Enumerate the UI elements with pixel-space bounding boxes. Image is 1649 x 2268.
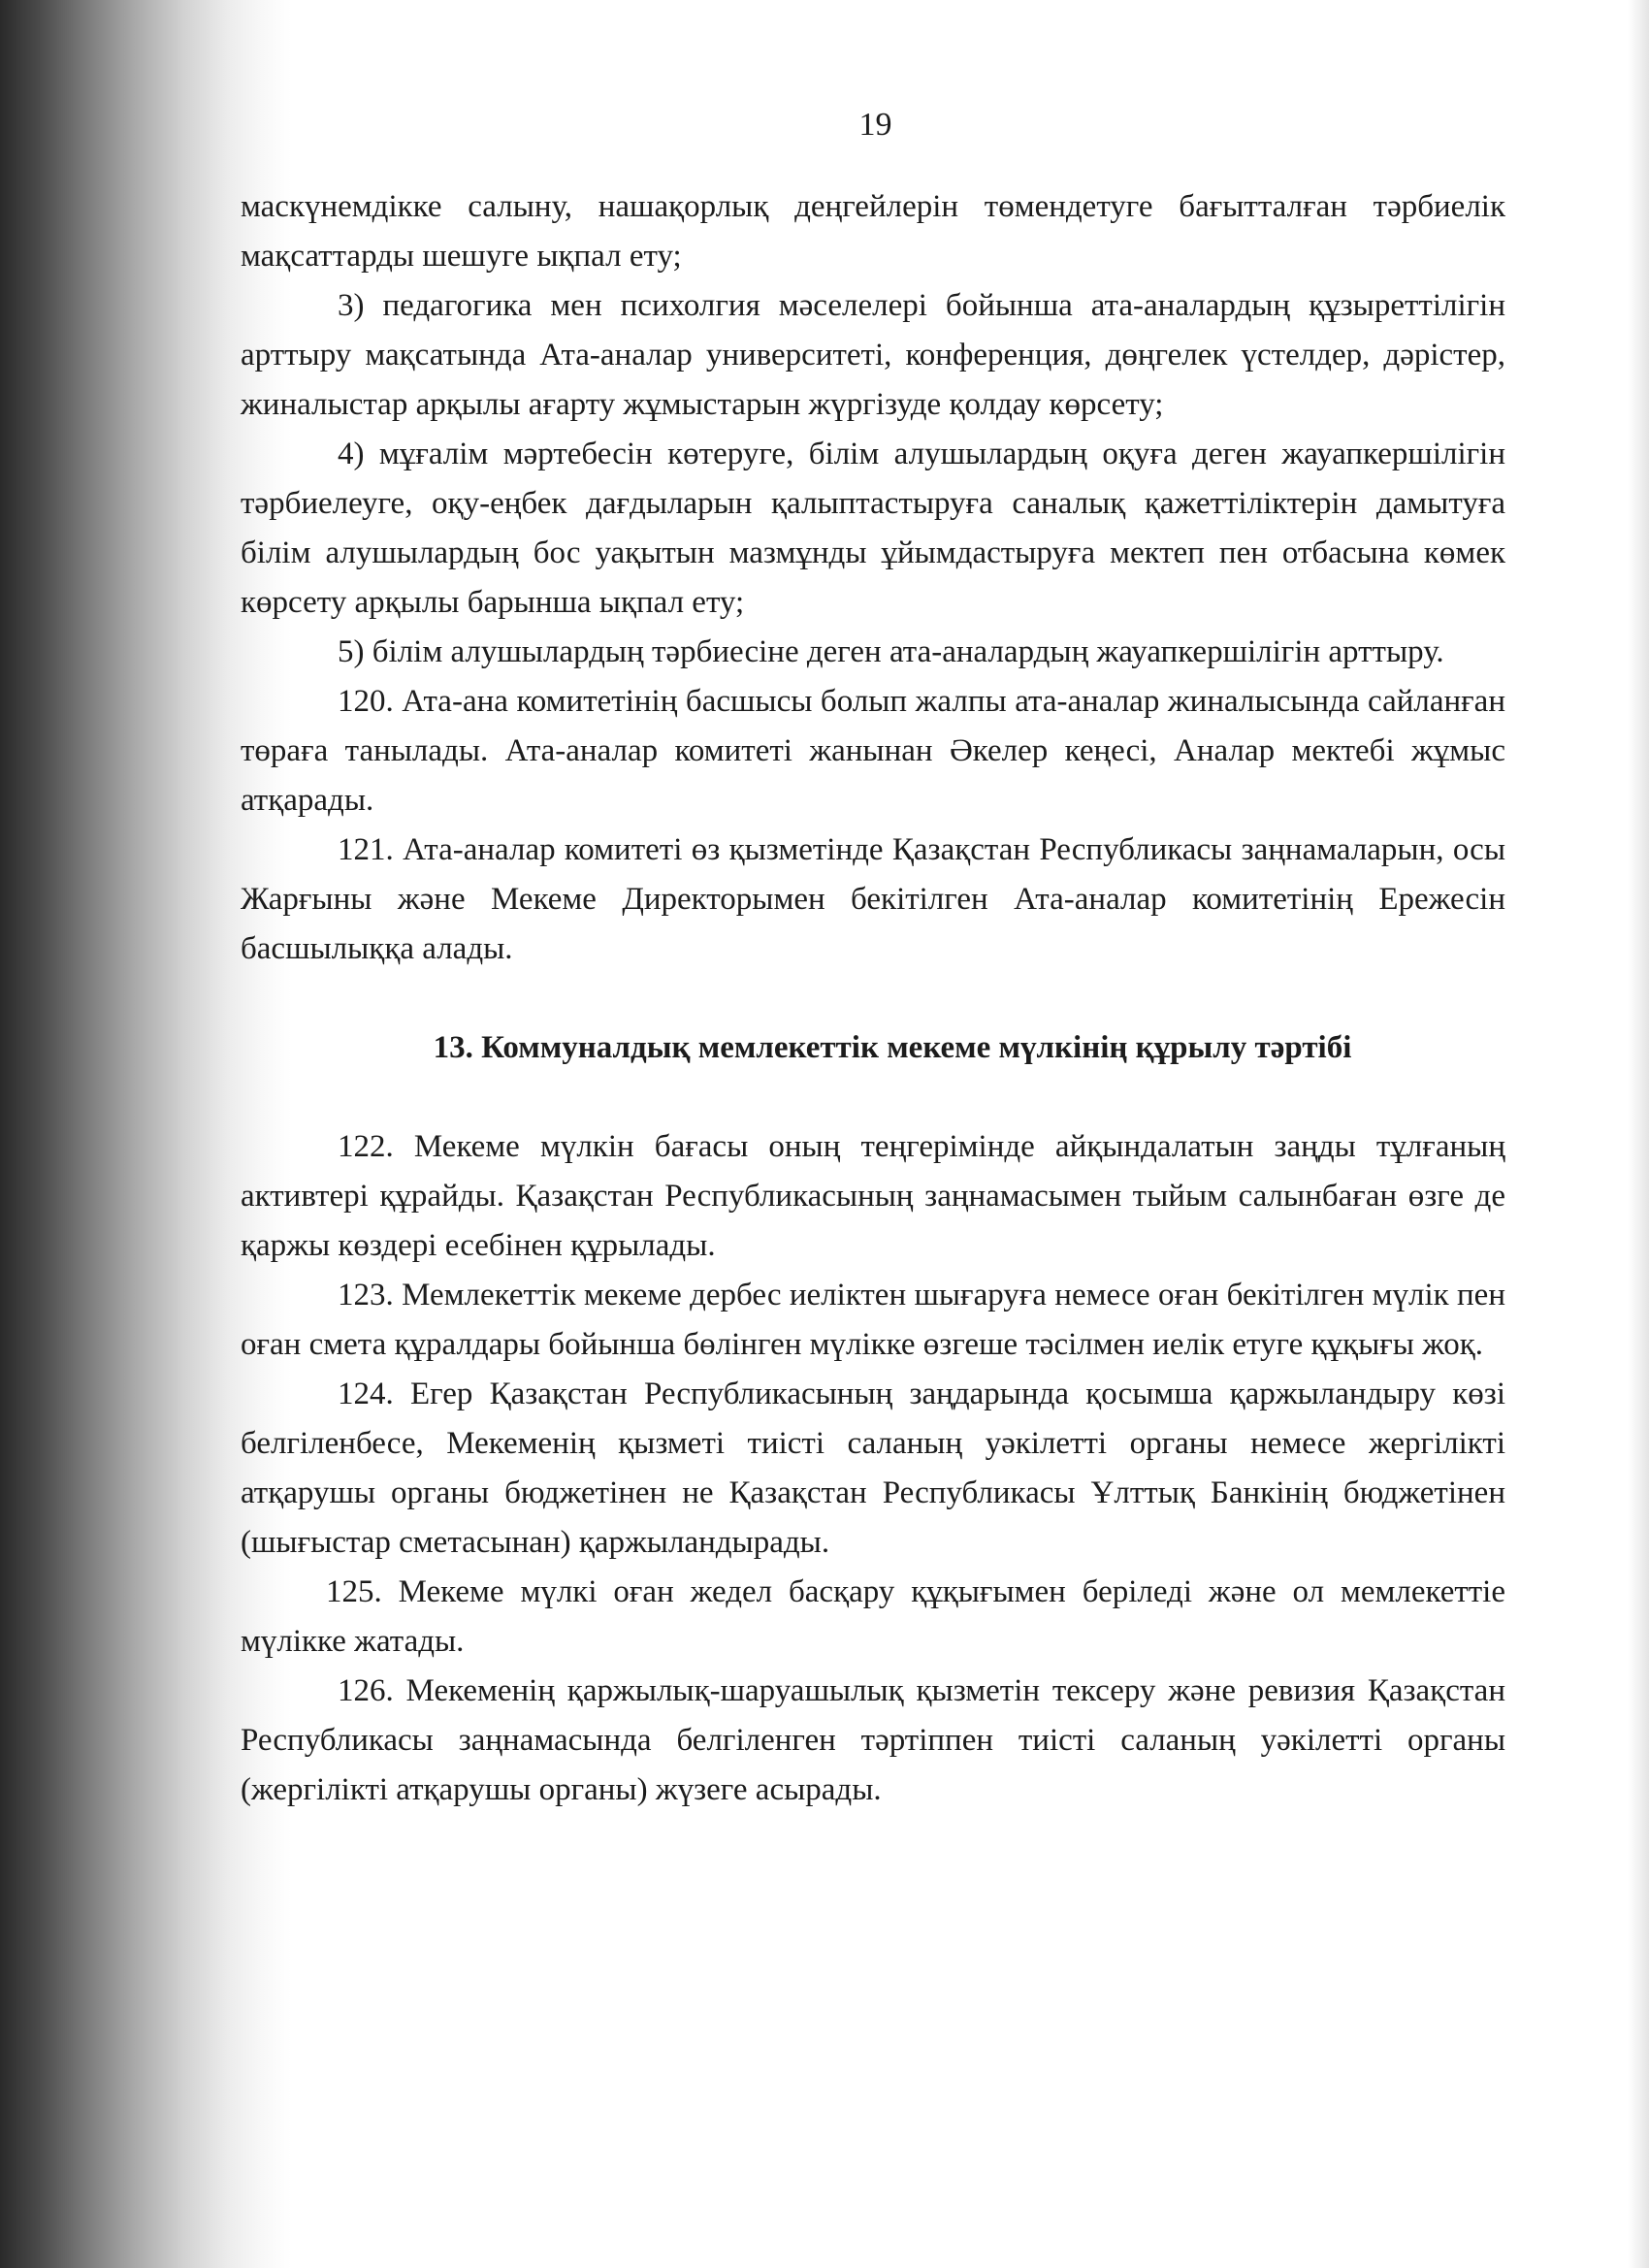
- paragraph-item-3: 3) педагогика мен психолгия мәселелері бойынша ата-аналардың құзыреттілігін арттыру мақсатында Ата-аналар университеті, конференция, дөңгелек үстелдер, дәрістер, жиналыстар арқылы ағарту жұмыстарын жүргізуде қолдау көрсету;: [241, 288, 1505, 422]
- paragraph-item-4: 4) мұғалім мәртебесін көтеруге, білім алушылардың оқуға деген жауапкершілігін тәрбиелеуге, оқу-еңбек дағдыларын қалыптастыруға саналық қажеттіліктерін дамытуға білім алушылардың бос уақытын мазмұнды ұйымдастыруға мектеп пен отбасына көмек көрсету арқылы барынша ықпал ету;: [241, 437, 1505, 620]
- section-heading: 13. Коммуналдық мемлекеттік мекеме мүлкінің құрылу тәртібі: [433, 1030, 1352, 1065]
- paragraph-125: 125. Мекеме мүлкі оған жедел басқару құқығымен беріледі және ол мемлекеттіе мүлікке жатады.: [241, 1574, 1505, 1659]
- page-number: 19: [858, 107, 892, 143]
- paragraph-item-5: 5) білім алушылардың тәрбиесіне деген ата-аналардың жауапкершілігін арттыру.: [338, 634, 1444, 669]
- paragraph-121: 121. Ата-аналар комитеті өз қызметінде Қазақстан Республикасы заңнамаларын, осы Жарғыны және Мекеме Директорымен бекітілген Ата-аналар комитетінің Ережесін басшылыққа алады.: [241, 832, 1505, 966]
- paragraph-123: 123. Мемлекеттік мекеме дербес иеліктен шығаруға немесе оған бекітілген мүлік пен оған смета құралдары бойынша бөлінген мүлікке өзгеше тәсілмен иелік етуге құқығы жоқ.: [241, 1278, 1505, 1362]
- paragraph-124: 124. Егер Қазақстан Республикасының заңдарында қосымша қаржыландыру көзі белгіленбесе, Мекеменің қызметі тиісті саланың уәкілетті органы немесе жергілікті атқарушы органы бюджетінен не Қазақстан Республикасы Ұлттық Банкінің бюджетінен (шығыстар сметасынан) қаржыландырады.: [241, 1377, 1505, 1560]
- paragraph-126: 126. Мекеменің қаржылық-шаруашылық қызметін тексеру және ревизия Қазақстан Республикасы заңнамасында белгіленген тәртіппен тиісті саланың уәкілетті органы (жергілікті атқарушы органы) жүзеге асырады.: [241, 1673, 1505, 1807]
- document-body: [241, 182, 1505, 1815]
- paragraph-122: 122. Мекеме мүлкін бағасы оның теңгерімінде айқындалатын заңды тұлғаның активтері құрайды. Қазақстан Республикасының заңнамасымен тыйым салынбаған өзге де қаржы көздері есебінен құрылады.: [241, 1129, 1505, 1263]
- scan-right-edge: [1628, 0, 1649, 2268]
- paragraph-120: 120. Ата-ана комитетінің басшысы болып жалпы ата-аналар жиналысында сайланған төраға танылады. Ата-аналар комитеті жанынан Әкелер кеңесі, Аналар мектебі жұмыс атқарады.: [241, 684, 1505, 818]
- paragraph-continuation: маскүнемдікке салыну, нашақорлық деңгейлерін төмендетуге бағытталған тәрбиелік мақсаттарды шешуге ықпал ету;: [241, 189, 1505, 274]
